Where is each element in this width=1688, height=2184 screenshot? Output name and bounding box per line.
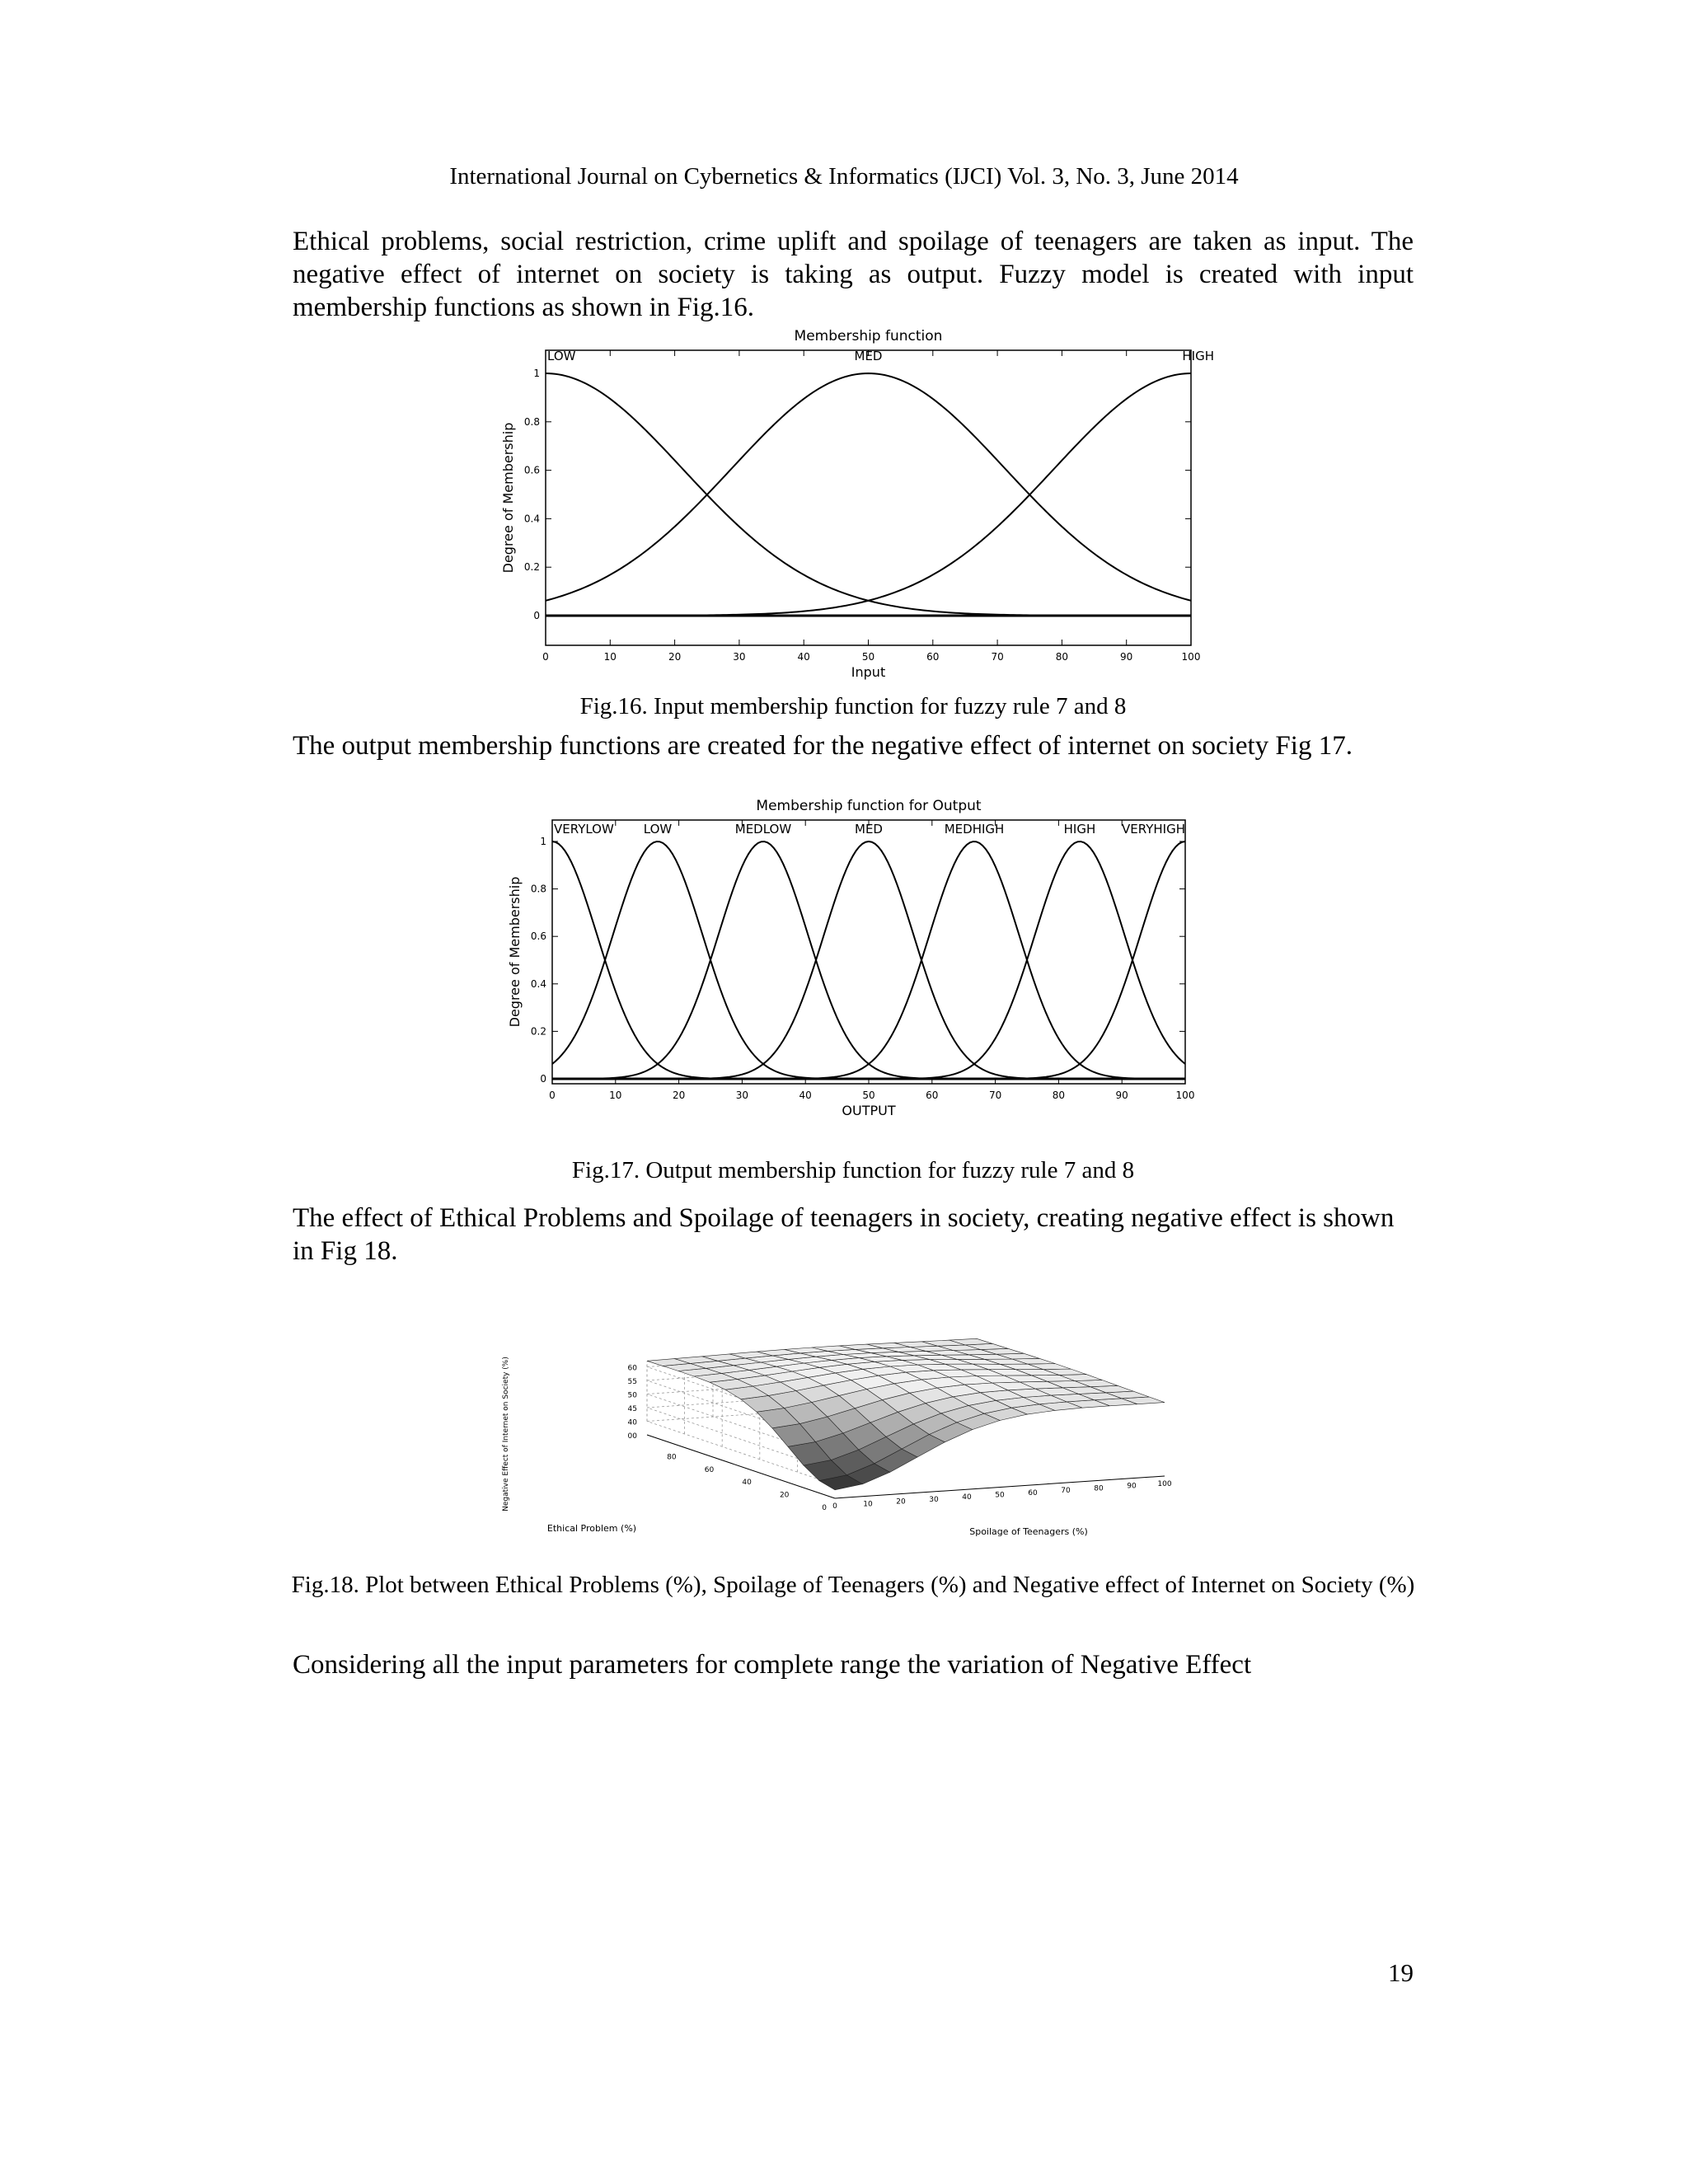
mf-curve-veryhigh [552, 841, 1185, 1079]
x-tick-label: 50 [995, 1491, 1005, 1500]
mf-label-medlow: MEDLOW [734, 822, 792, 837]
y-tick-label: 0 [533, 610, 540, 621]
x-tick-label: 20 [672, 1090, 686, 1101]
x-tick-label: 100 [1181, 651, 1201, 663]
x-tick-label: 90 [1127, 1482, 1137, 1491]
y-tick-label: 0.6 [523, 464, 540, 476]
x-tick-label: 40 [797, 651, 810, 663]
y-tick-label: 0.4 [530, 977, 546, 990]
x-tick-label: 70 [988, 1090, 1002, 1101]
y-tick-label: 0 [540, 1073, 546, 1085]
x-tick-label: 40 [962, 1493, 972, 1502]
x-tick-label: 0 [542, 651, 549, 663]
x-tick-label: 90 [1120, 651, 1133, 663]
mf-label-verylow: VERYLOW [554, 822, 614, 837]
mf-curve-med [552, 841, 1185, 1079]
page-number: 19 [1388, 1958, 1414, 1987]
x-tick-label: 90 [1115, 1090, 1128, 1101]
x-tick-label: 20 [668, 651, 682, 663]
y-tick-label: 1 [533, 368, 540, 379]
x-tick-label: 20 [896, 1497, 906, 1507]
x-tick-label: 50 [862, 1090, 875, 1101]
y-tick-label: 0.6 [530, 930, 546, 943]
fig17-caption: Fig.17. Output membership function for fuzzy rule 7 and 8 [571, 1157, 1135, 1183]
y-tick-label: 80 [667, 1453, 677, 1462]
paragraph-inputs: Ethical problems, social restriction, crime uplift and spoilage of teenagers are taken as input. The negative effect of internet on society is taking as output. Fuzzy model is created with input membership functions as shown in Fig.16. [293, 227, 1414, 322]
mf-curve-high [552, 841, 1185, 1079]
mf-label-high: HIGH [1182, 349, 1214, 363]
mf-curve-medlow [552, 841, 1185, 1079]
paragraph-output: The output membership functions are created for the negative effect of internet on society Fig 17. [293, 731, 1353, 761]
mf-curve-verylow [552, 841, 1185, 1079]
x-axis-label: Input [851, 664, 886, 680]
x-tick-label: 70 [991, 651, 1004, 663]
x-tick-label: 10 [603, 651, 617, 663]
mf-curve-medhigh [552, 841, 1185, 1079]
fig18-caption: Fig.18. Plot between Ethical Problems (%), Spoilage of Teenagers (%) and Negative effect of Internet on Society (%) [291, 1572, 1415, 1598]
x-tick-label: 30 [735, 1090, 749, 1101]
x-tick-label: 0 [549, 1090, 556, 1101]
mf-curve-low [552, 841, 1185, 1079]
y-tick-label: 40 [742, 1479, 752, 1488]
y-tick-label: 0.8 [530, 883, 546, 895]
mf-label-med: MED [855, 822, 883, 837]
x-tick-label: 60 [926, 651, 940, 663]
z-tick-label: 00 [627, 1432, 637, 1441]
y-tick-label: 60 [704, 1465, 715, 1474]
x-tick-label: 100 [1157, 1480, 1172, 1488]
y-tick-label: 0.2 [523, 561, 540, 574]
x-tick-label: 80 [1052, 1090, 1066, 1101]
z-tick-label: 50 [627, 1391, 637, 1400]
x-tick-label: 60 [1028, 1488, 1038, 1497]
y-tick-label: 1 [540, 836, 546, 847]
mf-label-medhigh: MEDHIGH [944, 822, 1005, 837]
fig17-output-membership-chart [495, 790, 1236, 1144]
mf-label-low: LOW [547, 349, 576, 363]
chart-title: Membership function [794, 328, 943, 344]
x-tick-label: 30 [929, 1495, 939, 1504]
chart-title: Membership function for Output [756, 798, 982, 814]
mf-curve-high [546, 373, 1191, 616]
x-tick-label: 70 [1061, 1487, 1071, 1496]
mf-label-med: MED [854, 349, 883, 363]
fig16-input-membership-chart [495, 321, 1236, 684]
x-tick-label: 80 [1094, 1484, 1104, 1493]
z-axis-label: Negative Effect of Internet on Society (%) [502, 1357, 510, 1511]
y-tick-label: 0 [822, 1504, 827, 1512]
x-tick-label: 60 [926, 1090, 939, 1101]
y-tick-label: 0.8 [523, 415, 540, 428]
x-tick-label: 50 [861, 651, 875, 663]
mf-curve-med [546, 373, 1191, 601]
mf-label-high: HIGH [1063, 822, 1096, 837]
z-tick-label: 55 [627, 1378, 637, 1386]
x-tick-label: 10 [863, 1500, 873, 1509]
y-axis-label: Degree of Membership [507, 876, 523, 1028]
x-tick-label: 30 [733, 651, 746, 663]
mf-label-low: LOW [643, 822, 673, 837]
y-tick-label: 20 [779, 1491, 790, 1500]
z-tick-label: 60 [627, 1364, 637, 1373]
z-tick-label: 45 [627, 1405, 637, 1413]
fig16-caption: Fig.16. Input membership function for fuzzy rule 7 and 8 [579, 693, 1127, 719]
x-tick-label: 100 [1175, 1090, 1195, 1101]
y-axis-label: Ethical Problem (%) [546, 1523, 637, 1534]
x-tick-label: 0 [832, 1502, 837, 1511]
x-tick-label: 40 [799, 1090, 812, 1101]
x-tick-label: 80 [1055, 651, 1069, 663]
x-tick-label: 10 [609, 1090, 622, 1101]
x-axis-label: Spoilage of Teenagers (%) [969, 1526, 1088, 1537]
x-axis-label: OUTPUT [842, 1103, 896, 1118]
fig18-surface-plot [493, 1319, 1218, 1558]
z-tick-label: 40 [627, 1418, 637, 1427]
plot-frame [552, 820, 1185, 1084]
y-tick-label: 0.2 [530, 1025, 546, 1038]
journal-header: International Journal on Cybernetics & Informatics (IJCI) Vol. 3, No. 3, June 2014 [449, 163, 1239, 190]
mf-curve-low [546, 373, 1191, 616]
mf-label-veryhigh: VERYHIGH [1122, 822, 1185, 837]
paragraph-effect: The effect of Ethical Problems and Spoilage of teenagers in society, creating negative effect is shown in Fig 18. [293, 1203, 1395, 1266]
y-axis-label: Degree of Membership [500, 422, 516, 574]
paragraph-considering: Considering all the input parameters for complete range the variation of Negative Effect [293, 1650, 1252, 1680]
y-tick-label: 0.4 [523, 513, 540, 525]
